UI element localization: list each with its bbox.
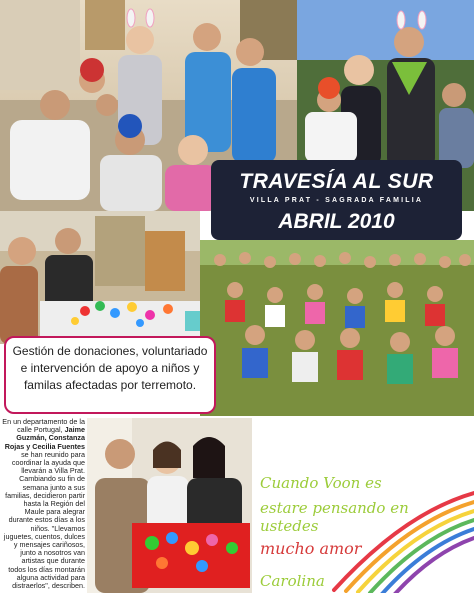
banner-subtitle: VILLA PRAT - SAGRADA FAMILIA — [249, 197, 424, 204]
children-crowd-photo-drawing — [200, 240, 474, 416]
note-line-2: estare pensando en — [260, 499, 409, 517]
note-signature: Carolina — [260, 572, 325, 590]
article-intro: En un departamento de la calle Portugal, — [2, 418, 85, 435]
banner-date: ABRIL 2010 — [278, 210, 395, 233]
banner-title: TRAVESÍA AL SUR — [239, 170, 434, 193]
article-body: se han reunido para coordinar la ayuda que llevarán a Villa Prat. Cambiando su fin de semana junto a sus familias, decidieron partir hasta la Región del Maule para alegrar durante estos días a los niños. "Llevamos juguetes, cuentos, dulces y mensajes cariñosos, junto a nosotros van artistas que durante todos los días montarán alguna actividad para distraerlos", describen. — [3, 449, 85, 591]
project-caption-text: Gestión de donaciones, voluntariado e intervención de apoyo a niños y familas afectadas por terremoto. — [12, 344, 208, 392]
article-names: Jaime Guzmán, Constanza Rojas y Cecilia Fuentes — [4, 425, 85, 451]
donations-photo-drawing — [0, 211, 200, 344]
volunteers-toys-photo — [87, 418, 252, 593]
project-caption — [4, 336, 216, 414]
handwritten-note — [254, 418, 474, 593]
note-line-3: ustedes — [260, 517, 319, 535]
handwritten-note-drawing — [254, 418, 474, 593]
note-line-1: Cuando Voon es — [260, 474, 382, 492]
volunteers-toys-photo-drawing — [87, 418, 252, 593]
newspaper-article — [2, 418, 85, 591]
title-banner — [211, 160, 462, 240]
children-crowd-photo — [200, 240, 474, 416]
donations-photo — [0, 211, 200, 344]
note-line-4: mucho amor — [260, 539, 362, 558]
